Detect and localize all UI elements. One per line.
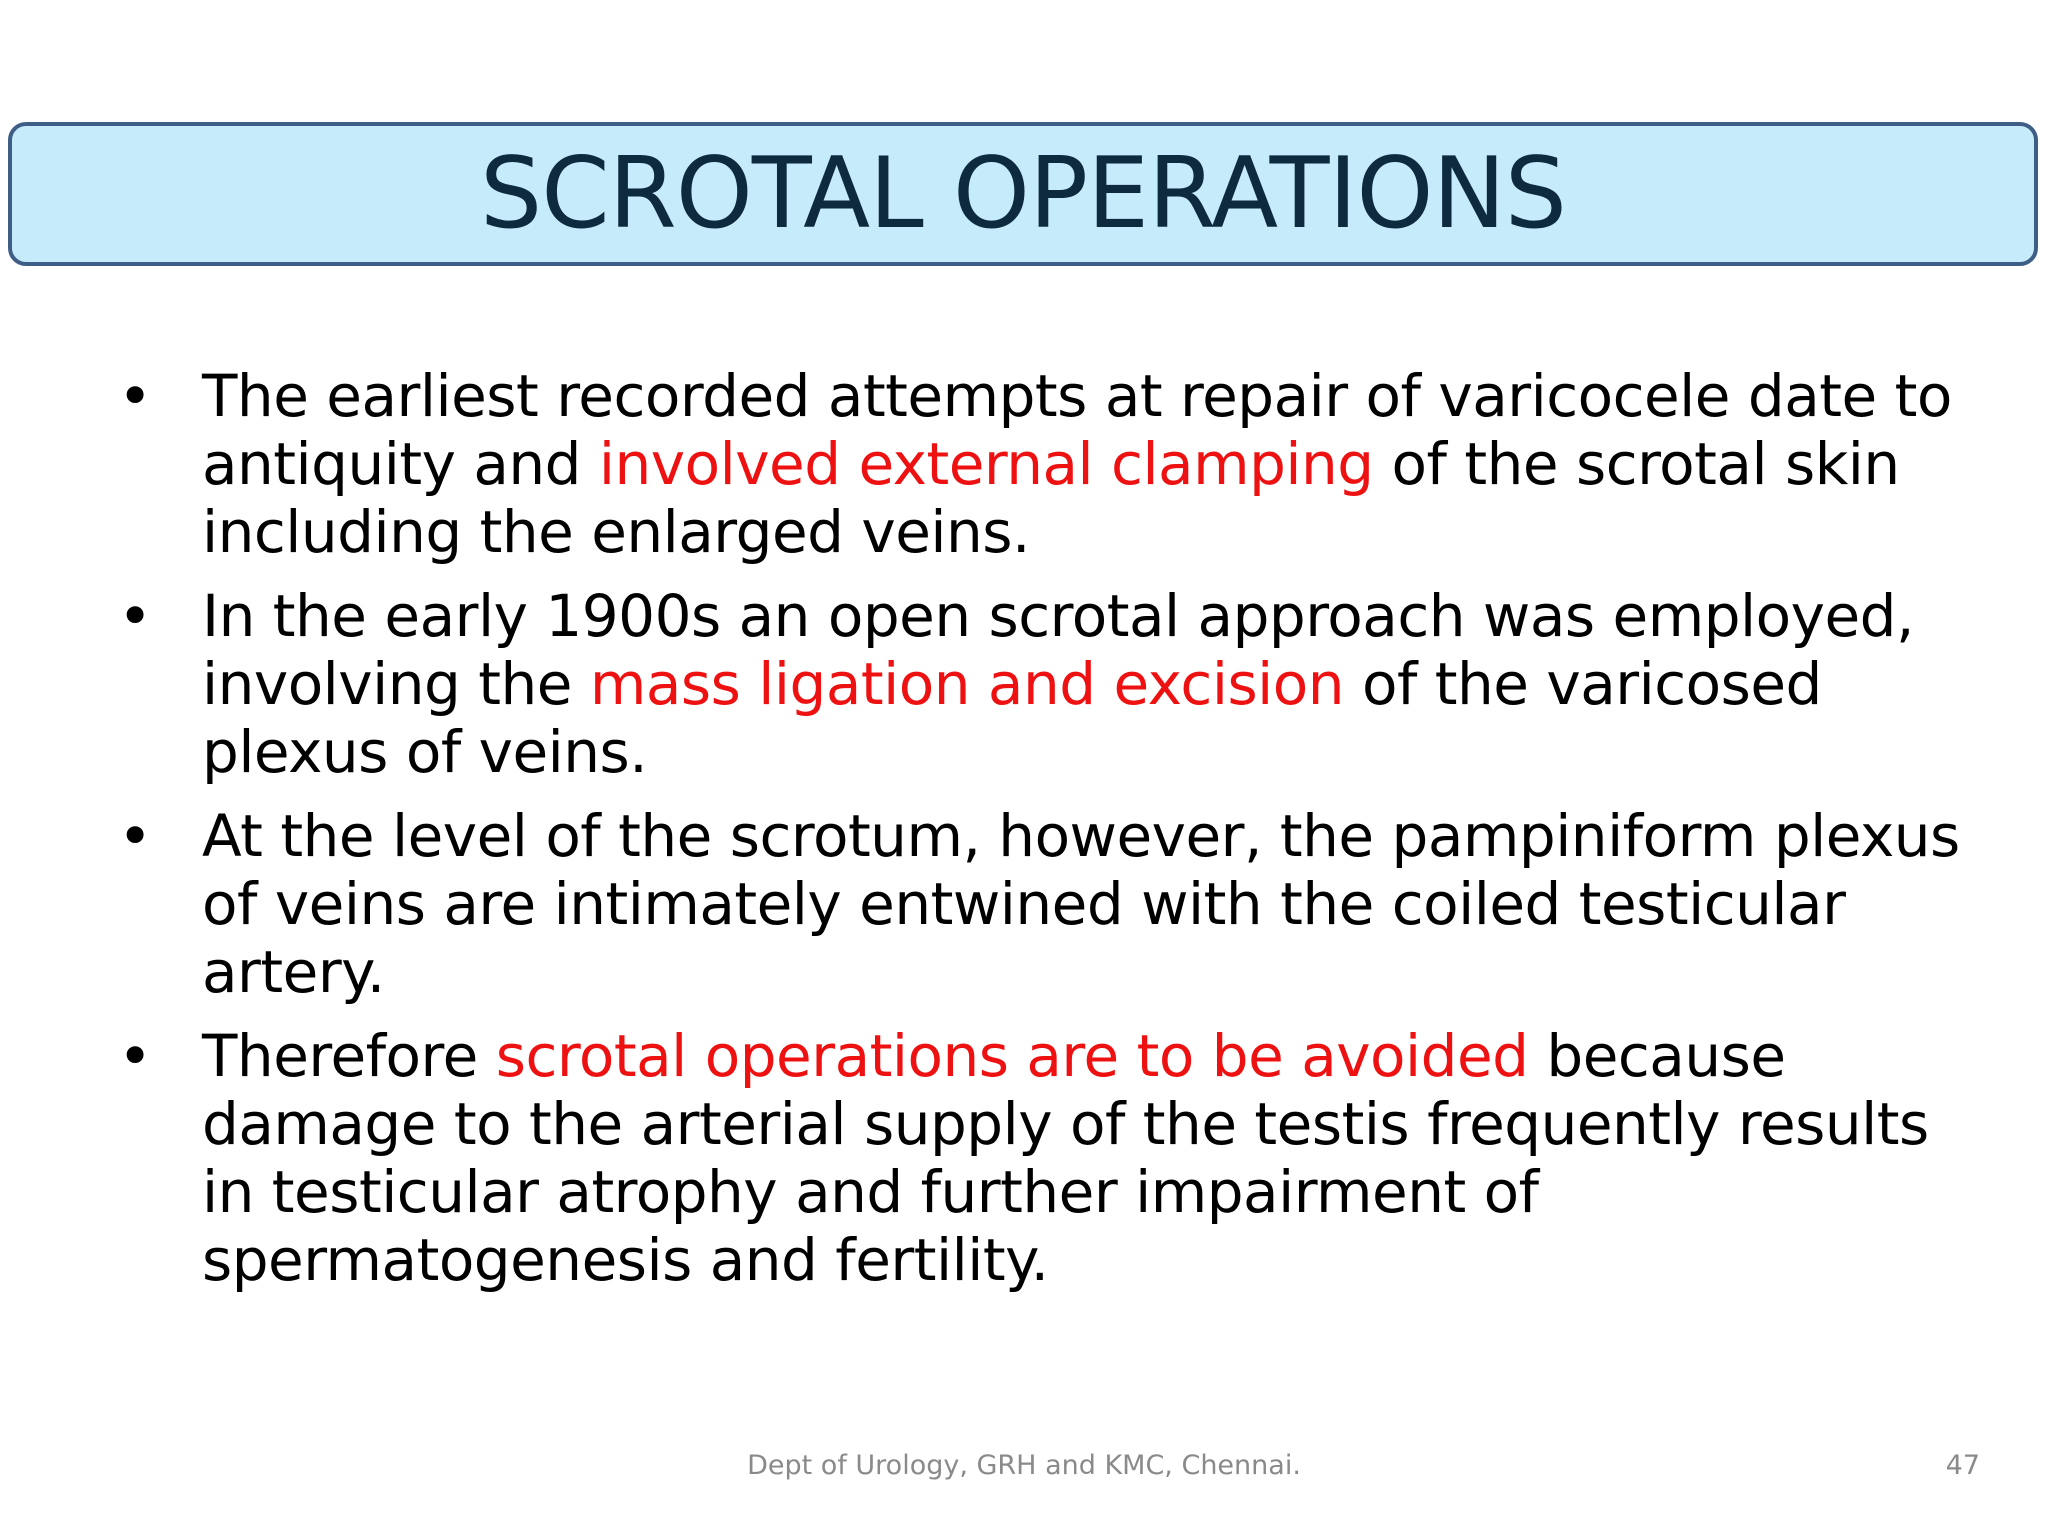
page-number: 47 bbox=[1945, 1450, 1980, 1481]
bullet-dot-icon: • bbox=[118, 1022, 152, 1090]
slide-title: SCROTAL OPERATIONS bbox=[479, 137, 1567, 251]
bullet-item bbox=[118, 802, 1998, 1006]
slide-footer: Dept of Urology, GRH and KMC, Chennai. bbox=[747, 1450, 1301, 1481]
bullet-text: Therefore bbox=[202, 1022, 496, 1090]
bullet-text: of the scrotal skin including the enlarged veins. bbox=[202, 430, 1900, 566]
bullet-text: because damage to the arterial supply of the testis frequently results in testicular atrophy and further impairment of spermatogenesis and fertility. bbox=[202, 1022, 1929, 1294]
bullet-dot-icon: • bbox=[118, 582, 152, 650]
bullet-highlight: involved external clamping bbox=[598, 430, 1374, 498]
title-banner bbox=[8, 122, 2038, 266]
bullet-text: The earliest recorded attempts at repair of varicocele date to antiquity and bbox=[202, 362, 1952, 498]
bullet-item bbox=[118, 1022, 1998, 1294]
bullet-highlight: scrotal operations are to be avoided bbox=[495, 1022, 1529, 1090]
bullet-item bbox=[118, 362, 1998, 566]
bullet-text: At the level of the scrotum, however, the pampiniform plexus of veins are intimately entwined with the coiled testicular artery. bbox=[202, 802, 1960, 1006]
bullet-text: In the early 1900s an open scrotal approach was employed, involving the bbox=[202, 582, 1914, 718]
bullet-dot-icon: • bbox=[118, 802, 152, 870]
bullet-list bbox=[118, 362, 1998, 1310]
bullet-item bbox=[118, 582, 1998, 786]
bullet-text: of the varicosed plexus of veins. bbox=[202, 650, 1822, 786]
bullet-dot-icon: • bbox=[118, 362, 152, 430]
bullet-highlight: mass ligation and excision bbox=[589, 650, 1345, 718]
